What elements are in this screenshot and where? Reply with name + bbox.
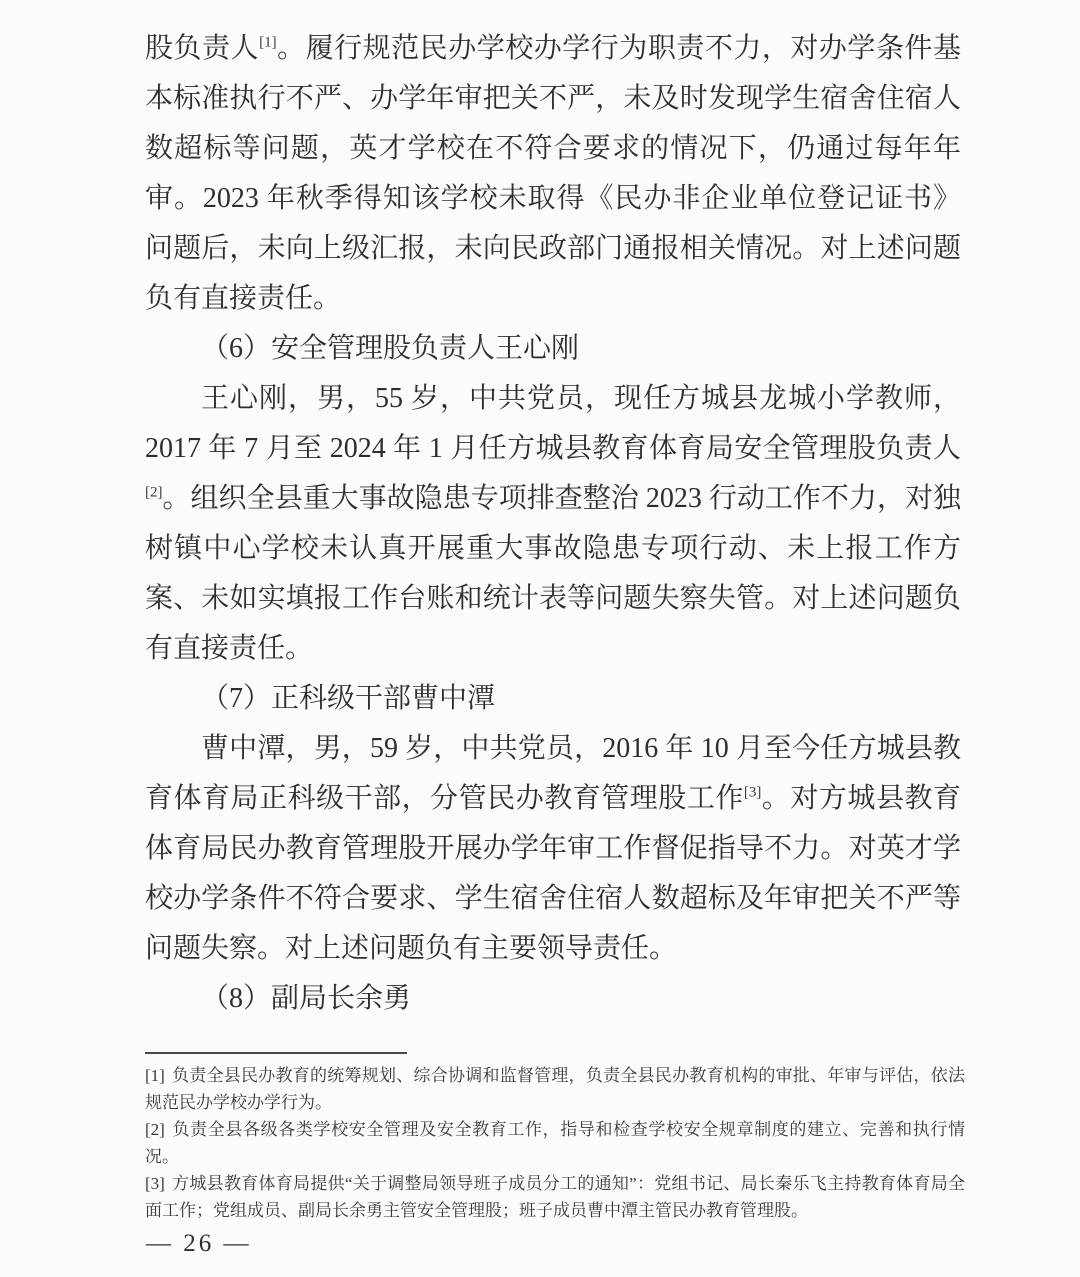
- footnote-marker: [3]: [145, 1174, 165, 1193]
- footnote-marker: [1]: [145, 1066, 165, 1085]
- paragraph: 股负责人[1]。履行规范民办学校办学行为职责不力，对办学条件基本标准执行不严、办学年审把关不严，未及时发现学生宿舍住宿人数超标等问题，英才学校在不符合要求的情况下，仍通过每年年审。2023 年秋季得知该学校未取得《民办非企业单位登记证书》问题后，未向上级汇报，未向民政部门通报相关情况。对上述问题负有直接责任。: [145, 33, 961, 314]
- document-body: [145, 24, 961, 1024]
- footnote-separator: [145, 1052, 407, 1054]
- footnote-ref: [3]: [743, 784, 762, 801]
- footnote: [3] 方城县教育体育局提供“关于调整局领导班子成员分工的通知”：党组书记、局长秦乐飞主持教育体育局全面工作；党组成员、副局长余勇主管安全管理股；班子成员曹中潭主管民办教育管理股。: [145, 1174, 965, 1220]
- section-heading: （8）副局长余勇: [201, 983, 412, 1014]
- footnote: [2] 负责全县各级各类学校安全管理及安全教育工作，指导和检查学校安全规章制度的建立、完善和执行情况。: [145, 1120, 965, 1166]
- paragraph: 王心刚，男，55 岁，中共党员，现任方城县龙城小学教师，2017 年 7 月至 2024 年 1 月任方城县教育体育局安全管理股负责人[2]。组织全县重大事故隐患专项排查整治 2023 行动工作不力，对独树镇中心学校未认真开展重大事故隐患专项行动、未上报工作方案、未如实填报工作台账和统计表等问题失察失管。对上述问题负有直接责任。: [145, 383, 961, 664]
- footnote-ref: [2]: [145, 484, 163, 501]
- footnote-marker: [2]: [145, 1120, 165, 1139]
- section-heading: （6）安全管理股负责人王心刚: [201, 333, 580, 364]
- page-number: — 26 —: [146, 1230, 252, 1257]
- footnote: [1] 负责全县民办教育的统筹规划、综合协调和监督管理，负责全县民办教育机构的审批、年审与评估，依法规范民办学校办学行为。: [145, 1066, 965, 1112]
- section-heading: （7）正科级干部曹中潭: [201, 683, 496, 714]
- footnote-ref: [1]: [259, 34, 277, 51]
- paragraph: 曹中潭，男，59 岁，中共党员，2016 年 10 月至今任方城县教育体育局正科级干部，分管民办教育管理股工作[3]。对方城县教育体育局民办教育管理股开展办学年审工作督促指导不力。对英才学校办学条件不符合要求、学生宿舍住宿人数超标及年审把关不严等问题失察。对上述问题负有主要领导责任。: [145, 733, 961, 964]
- footnotes-list: [145, 1062, 965, 1224]
